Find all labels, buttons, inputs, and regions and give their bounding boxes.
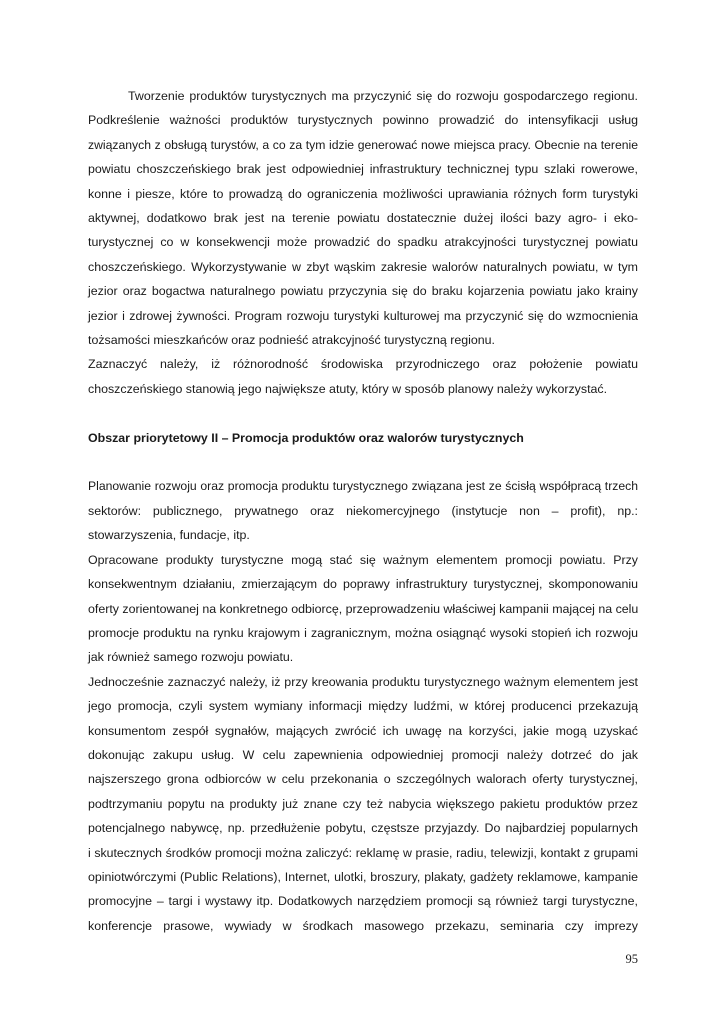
text-line: tożsamości mieszkańców oraz podnieść atrakcyjność turystyczną regionu. <box>88 333 495 348</box>
text-line: oferty zorientowanej na konkretnego odbiorcę, przeprowadzeniu właściwej kampanii mającej na celu <box>88 601 639 616</box>
text-line: Tworzenie produktów turystycznych ma przyczynić się do rozwoju gospodarczego regionu. <box>128 89 638 103</box>
paragraph-promotion-system <box>88 670 638 938</box>
text-line: i skutecznych środków promocji można zaliczyć: reklamę w prasie, radiu, telewizji, kontakt z grupami <box>88 845 638 860</box>
text-line: choszczeńskiego. Wykorzystywanie w zbyt wąskim zakresie walorów naturalnych powiatu, w tym <box>88 259 638 274</box>
text-line: Zaznaczyć należy, iż różnorodność środowiska przyrodniczego oraz położenie powiatu <box>88 357 638 372</box>
text-line: konsekwentnym działaniu, zmierzającym do poprawy infrastruktury turystycznej, skomponowaniu <box>88 577 638 592</box>
paragraph-tourism-products <box>88 84 638 352</box>
paragraph-environment <box>88 352 638 401</box>
text-line: dokonując zakupu usług. W celu zapewnienia odpowiedniej promocji należy dotrzeć do jak <box>88 747 638 762</box>
text-line: opiniotwórczymi (Public Relations), Internet, ulotki, broszury, plakaty, gadżety reklamowe, kampanie <box>88 869 638 884</box>
text-line: promocyjne – targi i wystawy itp. Dodatkowych narzędziem promocji są również targi turystyczne, <box>88 894 638 909</box>
text-line: sektorów: publicznego, prywatnego oraz niekomercyjnego (instytucje non – profit), np.: <box>88 503 638 518</box>
text-line: związanych z obsługą turystów, a co za tym idzie generować nowe miejsca pracy. Obecnie na terenie <box>88 137 638 152</box>
text-line: Jednocześnie zaznaczyć należy, iż przy kreowania produktu turystycznego ważnym elementem jest <box>88 674 638 689</box>
document-page <box>88 84 638 938</box>
text-line: powiatu choszczeńskiego brak jest odpowiedniej infrastruktury technicznej typu szlaki rowerowe, <box>88 162 638 177</box>
text-line: stowarzyszenia, fundacje, itp. <box>88 528 250 543</box>
text-line: jezior i zdrowej żywności. Program rozwoju turystyki kulturowej ma przyczynić się do wzmocnienia <box>88 308 638 323</box>
paragraph-products-promotion <box>88 548 638 670</box>
text-line: jezior oraz bogactwa naturalnego powiatu przyczynia się do braku kojarzenia powiatu jako krainy <box>88 284 638 299</box>
paragraph-planning <box>88 474 638 547</box>
text-line: najszerszego grona odbiorców w celu przekonania o szczególnych walorach oferty turystycznej, <box>88 772 638 787</box>
text-line: jak również samego rozwoju powiatu. <box>88 650 294 665</box>
text-line: potencjalnego nabywcę, np. przedłużenie pobytu, częstsze przyjazdy. Do najbardziej popularnych <box>88 821 638 836</box>
spacer <box>88 401 638 425</box>
text-line: podtrzymaniu popytu na produkty już znane czy też nabycia większego pakietu produktów przez <box>88 796 638 811</box>
section-heading: Obszar priorytetowy II – Promocja produktów oraz walorów turystycznych <box>88 430 524 445</box>
text-line: jego promocja, czyli system wymiany informacji między ludźmi, w której producenci przekazują <box>88 699 638 714</box>
text-line: konne i piesze, które to prowadzą do ograniczenia możliwości uprawiania różnych form turystyki <box>88 186 638 201</box>
spacer <box>88 450 638 474</box>
text-line: Podkreślenie ważności produktów turystycznych powinno prowadzić do intensyfikacji usług <box>88 113 638 128</box>
text-line: aktywnej, dodatkowo brak jest na terenie powiatu dostatecznie dużej ilości bazy agro- i eko- <box>88 211 638 226</box>
page-number: 95 <box>625 952 638 966</box>
text-line: konsumentom zespół sygnałów, mających zwrócić ich uwagę na korzyści, jakie mogą uzyskać <box>88 723 638 738</box>
text-line: promocje produktu na rynku krajowym i zagranicznym, można osiągnąć wysoki stopień ich rozwoju <box>88 625 638 640</box>
text-line: konferencje prasowe, wywiady w środkach masowego przekazu, seminaria czy imprezy <box>88 918 638 933</box>
text-line: Planowanie rozwoju oraz promocja produktu turystycznego związana jest ze ścisłą współpracą trzech <box>88 479 638 494</box>
text-line: turystycznej co w konsekwencji może prowadzić do spadku atrakcyjności turystycznej powiatu <box>88 235 638 250</box>
text-line: Opracowane produkty turystyczne mogą stać się ważnym elementem promocji powiatu. Przy <box>88 552 638 567</box>
text-line: choszczeńskiego stanowią jego największe atuty, który w sposób planowy należy wykorzystać. <box>88 381 608 396</box>
